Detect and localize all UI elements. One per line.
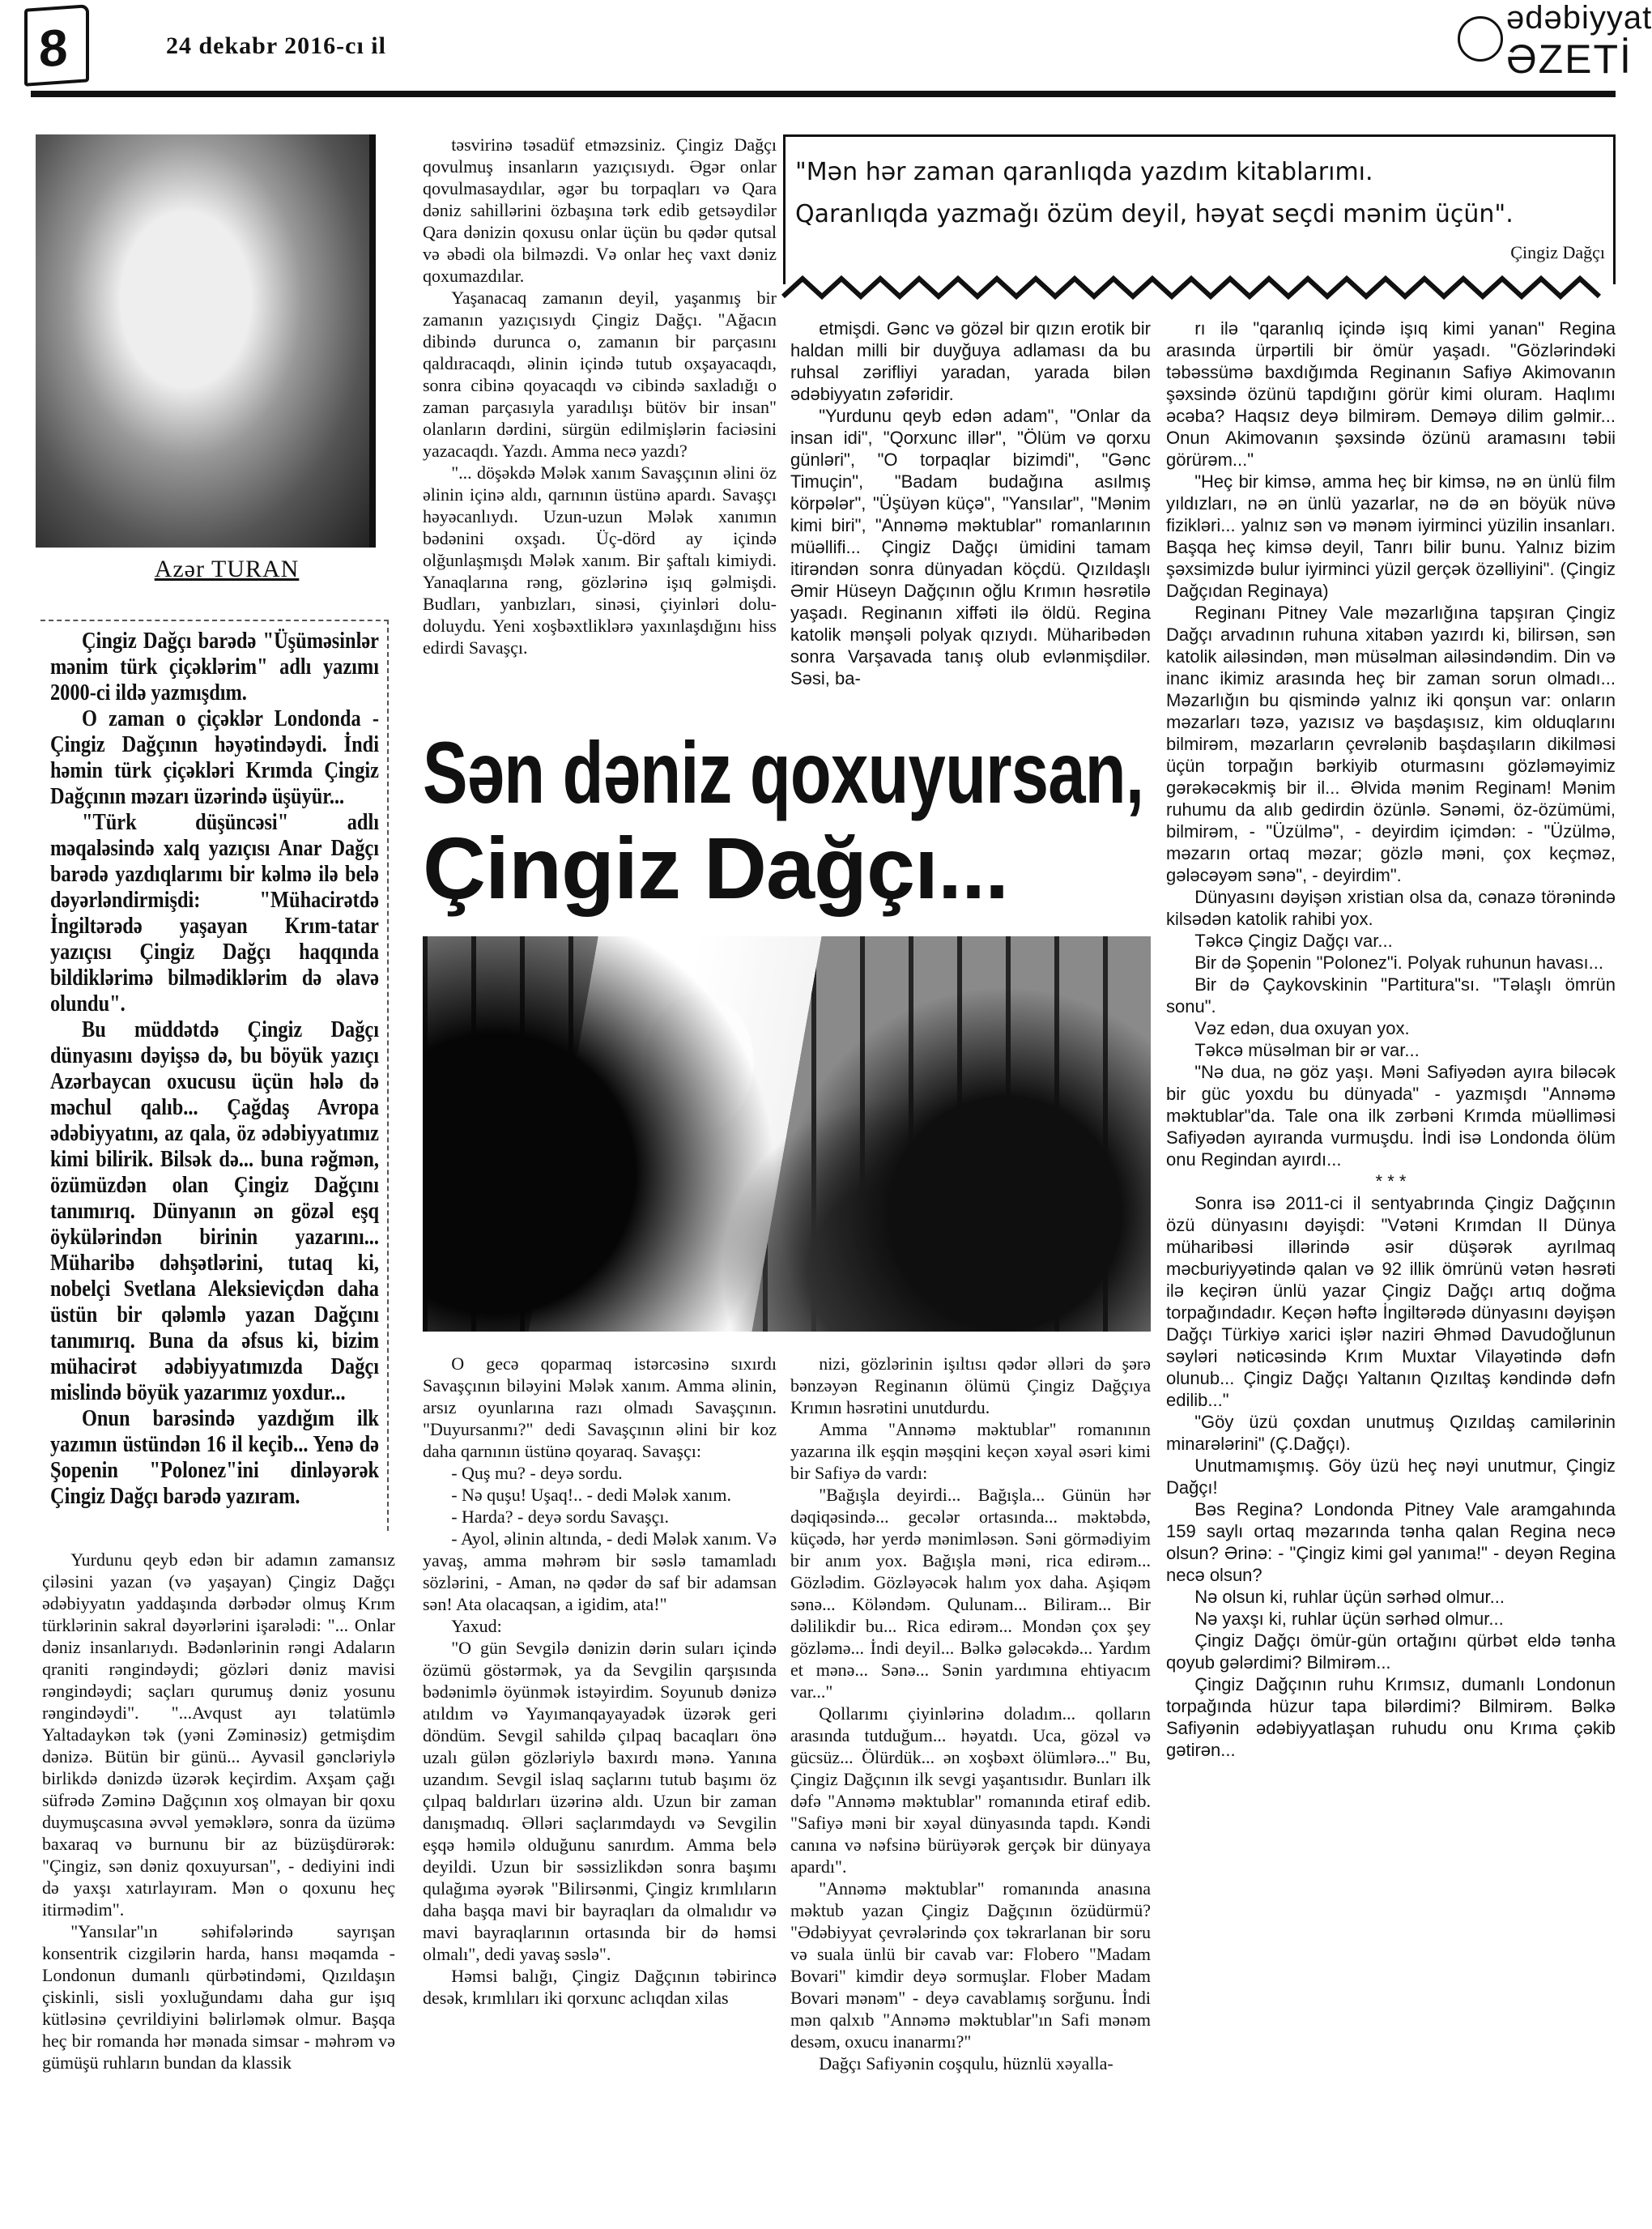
paragraph: "Göy üzü çoxdan unutmuş Qızıldaş camilərinin minarələrini" (Ç.Dağçı).: [1166, 1412, 1616, 1454]
headline-line-1: Sən dəniz qoxuyursan,: [423, 723, 1144, 821]
quote-line-2: Qaranlıqda yazmağı özüm deyil, həyat seçdi mənim üçün".: [795, 200, 1514, 228]
newspaper-logo: [1458, 0, 1652, 85]
issue-date: 24 dekabr 2016-cı il: [166, 32, 386, 59]
paragraph: O zaman o çiçəklər Londonda - Çingiz Dağçının həyətindəydi. İndi həmin türk çiçəkləri Krımda Çingiz Dağçının məzarı üzərində üşüyür...: [50, 705, 379, 809]
paragraph: Çingiz Dağçı ömür-gün ortağını qürbət eldə tənha qoyub gələrdimi? Bilmirəm...: [1166, 1630, 1616, 1673]
paragraph: rı ilə "qaranlıq içində işıq kimi yanan" Regina arasında ürpərtili bir ömür yaşadı. "Gözlərindəki təbəssümə baxdığımda Reginanın Safiyə Akimovanın şəxsində özünü tapdığını görür kimi oluram. Haqlımı əcəba? Haqsız deyə bilmirəm. Deməyə dilim gəlmir... Onun Akimovanın şəxsində özünü aramasını təbii görürəm...": [1166, 318, 1616, 470]
column-2-top: [423, 134, 777, 701]
paragraph: - Harda? - deyə sordu Savaşçı.: [451, 1507, 669, 1527]
paragraph: Onun barəsində yazdığım ilk yazımın üstündən 16 il keçib... Yenə də Şopenin "Polonez"ini dinləyərək Çingiz Dağçı barədə yazıram.: [50, 1405, 379, 1509]
quote-attribution: Çingiz Dağçı: [1510, 242, 1605, 262]
paragraph: "Annəmə məktublar" romanında anasına məktub yazan Çingiz Dağçının özüdürmü? "Ədəbiyyat çevrələrində çox təkrarlanan bir soru və suala ünlü bir cavab var: Flobero "Madam Bovari" kimdir deyə sormuşlar. Flober Madam Bovari mənəm" - deyə cavablamış sorğunu. İndi mən qalxıb "Annəmə məktublar"ın Safi mənəm desəm, oxucu inanarmı?": [790, 1878, 1151, 2052]
paragraph: Unutmamışmış. Göy üzü heç nəyi unutmur, Çingiz Dağçı!: [1166, 1455, 1616, 1498]
paragraph: "Heç bir kimsə, amma heç bir kimsə, nə ən ünlü film yıldızları, nə ən ünlü yazarlar, nə də ən böyük nüvə fizikləri... yalnız sən və mənəm iyirminci yüzilin insanları. Başqa heç kimsə deyil, Tanrı bilir bunu. Yalnız bizim şəxsimizdə bulur iyirminci yüzil gerçək özəlliyini". (Çingiz Dağçıdan Reginaya): [1166, 471, 1616, 601]
emblem-icon: [1458, 16, 1503, 62]
paragraph: "Bağışla deyirdi... Bağışla... Günün hər dəqiqəsində... gecələr ortasında... məktəbdə, küçədə, hər yerdə mənimləsən. Səni görmədiyim bir anım yox. Bağışla məni, rica edirəm... Gözlədim. Gözləyəcək halım yox daha. Aşiqəm sənə... Köləndəm. Qulunam... Biliram... Bir dəlilikdir bu... Rica edirəm... Mondən çox şey gözləmə... İndi deyil... Bəlkə gələcəkdə... Yardım et mənə... Sənə... Sənin yardımına ehtiyacım var...": [790, 1485, 1151, 1702]
paragraph: Bir də Çaykovskinin "Partitura"sı. "Təlaşlı ömrün sonu".: [1166, 974, 1616, 1016]
paragraph: Bəs Regina? Londonda Pitney Vale aramgahında 159 saylı ortaq məzarında tənha qalan Regina necə olsun? Ərinə: - "Çingiz kimi gəl yanıma!" - deyən Regina necə olsun?: [1166, 1499, 1616, 1585]
paragraph: O gecə qoparmaq istərcəsinə sıxırdı Savaşçının biləyini Mələk xanım. Amma əlinin, arsız oyunlarına razı olmadı Savaşçının. "Duyursanmı?" dedi Savaşçının əlini bir koz daha qarnının üstünə qoyaraq. Savaşçı:: [423, 1353, 777, 1461]
paragraph: Amma "Annəmə məktublar" romanının yazarına ilk eşqin məşqini keçən xəyal əsəri kimi bir Safiyə də vardı:: [790, 1419, 1151, 1483]
column-1-bottom: [42, 1549, 395, 2108]
paragraph: Təkcə Çingiz Dağçı var...: [1194, 931, 1393, 951]
column-3-bottom: [790, 1353, 1151, 2110]
paragraph: "O gün Sevgilə dənizin dərin suları içində özümü göstərmək, ya da Sevgilin qarşısında bədənimlə öyünmək istəyirdim. Soyunub dənizə atıldım və Yayımanqayayadək üzərək geri döndüm. Sevgil sahildə çılpaq bacaqları önə uzalı gülən gözləriylə baxırdı mənə. Yanına uzandım. Sevgil islaq saçlarını tutub başımı öz çılpaq baldırları üzərinə aldı. Uzun bir zaman danışmadıq. Əlləri saçlarımdaydı və Sevgilin eşqə həmilə olduğunu sanırdım. Amma belə deyildi. Uzun bir səssizlikdən sonra başımı qulağıma əyərək "Bilirsənmi, Çingiz krımlıların daha başqa mavi bir bayraqları da olmalıdır və mavi bayraqlarının ortasında bir də həmsi olmalı", dedi yavaş səslə".: [423, 1638, 777, 1964]
column-text: [423, 134, 777, 658]
logo-line-2: ƏZETİ: [1506, 36, 1633, 82]
logo-line-1: ədəbiyyat: [1506, 0, 1652, 36]
author-caption: Azər TURAN: [154, 556, 300, 582]
paragraph: nizi, gözlərinin işıltısı qədər əlləri də şərə bənzəyən Reginanın ölümü Çingiz Dağçıya Krımın həsrətini unutdurdu.: [790, 1353, 1151, 1417]
headline: [423, 725, 1152, 919]
column-3-top: [790, 318, 1151, 706]
intro-column: [40, 620, 389, 1531]
paragraph: "Nə dua, nə göz yaşı. Məni Safiyədən ayıra biləcək bir güc yoxdu bu dünyada" - yazmışdı "Annəmə məktublar"da. Tale ona ilk zərbəni Krımda müəlliməsi Safiyədən ayıranda vurmuşdu. İndi isə Londonda ölüm onu Regindan ayırdı...: [1166, 1062, 1616, 1170]
paragraph: Yaxud:: [451, 1616, 502, 1636]
column-text: [1166, 318, 1616, 1761]
quote-line-1: "Mən hər zaman qaranlıqda yazdım kitablarımı.: [795, 158, 1373, 186]
paragraph: Sonra isə 2011-ci il sentyabrında Çingiz Dağçının özü dünyasını dəyişdi: "Vətəni Krımdan II Dünya müharibəsi illərində əsir düşərək ayrılmaq məcburiyyətində qalan və 92 illik ömrünü vətən həsrəti ilə keçirən ünlü yazar Çingiz Dağçı artıq doğma torpağındadır. Keçən həftə İngiltərədə dünyasını dəyişən Dağçı Türkiyə xarici işlər naziri Əhməd Davudoğlunun səyləri nəticəsində Krım Muxtar Vilayətində dəfn olunub... Çingiz Dağçı Yaltanın Qızıltaş kəndində dəfn edilib...": [1166, 1193, 1616, 1410]
article-photo: [423, 936, 1151, 1332]
paragraph: - Ayol, əlinin altında, - dedi Mələk xanım. Və yavaş, amma məhrəm bir səslə tamamladı sözlərini, - Aman, nə qədər də saf bir adamsan sən! Ata olacaqsan, a igidim, ata!": [423, 1528, 777, 1614]
paragraph: Vəz edən, dua oxuyan yox.: [1194, 1018, 1410, 1038]
quote-box: [783, 134, 1616, 284]
header-rule: [31, 91, 1616, 97]
paragraph: Çingiz Dağçı barədə "Üşüməsinlər mənim türk çiçəklərim" adlı yazımı 2000-ci ildə yazmışdım.: [50, 628, 379, 705]
paragraph: Təkcə müsəlman bir ər var...: [1194, 1040, 1420, 1060]
column-text: [790, 1353, 1151, 2074]
paragraph: Həmsi balığı, Çingiz Dağçının təbirincə desək, krımlıları iki qorxunc aclıqdan xilas: [423, 1966, 777, 2008]
page-number: 8: [39, 18, 68, 79]
paragraph: - Nə quşu! Uşaq!.. - dedi Mələk xanım.: [451, 1485, 731, 1505]
paragraph: Yaşanacaq zamanın deyil, yaşanmış bir zamanın yazıçısıydı Çingiz Dağçı. "Ağacın dibində durunca o, zamanın bir parçasını qaldıracaqdı, əlinin içində tutub oxşayacaqdı, sonra cibinə qoyacaqdı və cibində saxladığı o zaman parçasıyla yaradılışı bütöv bir insan" olanların dərdini, sürgün edilmişlərin faciəsini yazacaqdı. Yazdı. Amma necə yazdı?: [423, 288, 777, 461]
column-text: [423, 1353, 777, 2009]
headline-line-2: Çingiz Dağçı...: [423, 819, 1009, 917]
paragraph: "... döşəkdə Mələk xanım Savaşçının əlini öz əlinin içinə aldı, qarnının üstünə apardı. Savaşçı həyəcanlıydı. Uzun-uzun Mələk xanımın bədənini oxşadı. Üç-dörd ay içində olğunlaşmışdı Mələk xanım. Bir şaftalı kimiydi. Yanaqlarına rəng, gözlərinə işıq gəlmişdi. Budları, yanbızları, sinəsi, çiyinləri dolu-doluydu. Yeni xoşbəxtliklərə yaxınlaşdığını hiss edirdi Savaşçı.: [423, 462, 777, 658]
paragraph: Reginanı Pitney Vale məzarlığına tapşıran Çingiz Dağçı arvadının ruhuna xitabən yazırdı ki, bilirsən, sən katolik ailəsindən, mən müsəlman ailəsindəndim. Din və inanc ikimiz arasında heç bir zaman sorun olmadı... Məzarlığın bu qismində yalnız iki qonşun var: onların məzarları təzə, yazısız və başdaşısız, kim olduqlarını bilmirəm, məzarların çevrələnib başdaşıların dikilməsi üçün torpağın bərkiyib oturmasını gözləməyimiz gərəkəcəkmiş bir il... Əlvida mənim Reginam! Mənim ruhumu da alıb gedirdin özünlə. Sənəmi, öz-özümümi, bilmirəm, - "Üzülmə", - deyirdim içimdən: - "Üzülmə, məzarın ortaq məzar; gözlə məni, çox keçməz, gələcəyəm sənə", - deyirdim".: [1166, 603, 1616, 885]
paragraph: Çingiz Dağçının ruhu Krımsız, dumanlı Londonun torpağında hüzur tapa bilərdimi? Bilmirəm. Bəlkə Safiyənin ədəbiyyatlaşan ruhudu onu Krıma çəkib gətirən...: [1166, 1674, 1616, 1760]
paragraph: "Türk düşüncəsi" adlı məqaləsində xalq yazıçısı Anar Dağçı barədə yazdıqlarımı bir kəlmə ilə belə dəyərləndirmişdi: "Mühacirətdə İngiltərədə yaşayan Krım-tatar yazıçısı Çingiz Dağçı haqqında bildiklərimə bilmədiklərim də əlavə olundu".: [50, 809, 379, 1016]
paragraph: Dünyasını dəyişən xristian olsa da, cənazə törənində kilsədən katolik rahibi yox.: [1166, 887, 1616, 929]
page-number-book-icon: [24, 4, 89, 87]
paragraph: Nə yaxşı ki, ruhlar üçün sərhəd olmur...: [1194, 1609, 1504, 1629]
paragraph: etmişdi. Gənc və gözəl bir qızın erotik bir haldan milli bir duyğuya adlaması da bu ruhsal zərifliyi yaradan, yarada bilən ədəbiyyatın zəfəridir.: [790, 318, 1151, 404]
paragraph: * * *: [1375, 1171, 1407, 1191]
column-text: [790, 318, 1151, 689]
paragraph: Yurdunu qeyb edən bir adamın zamansız çiləsini yazan (və yaşayan) Çingiz Dağçı ədəbiyyatın yaddaşında dərbədər olmuş Krım türklərinin sakral dəyərlərini işarələdi: "... Onlar dəniz insanlarıydı. Bədənlərinin rəngi Adaların qraniti rəngindəydi; gözləri dəniz mavisi rəngindəydi; saçları qurumuş dəniz yosunu rəngindəydi". "...Avqust ayı təlatümlə Yaltadaykən tək (yəni Zəminəsiz) getmişdim dənizə. Bütün bir günü... Ayvasil gəncləriylə birlikdə dənizdə üzərək keçirdim. Axşam çağı süfrədə Zəminə Dağçının xoş olmayan bir qoxu duymuşcasına əvvəl yeməklərə, sonra da üzümə baxaraq və burnunu bir az büzüşdürərək: "Çingiz, sən dəniz qoxuyursan", - dediyini indi də yaxşı xatırlayıram. Mən o qoxunu heç itirmədim".: [42, 1549, 395, 1920]
paragraph: Bu müddətdə Çingiz Dağçı dünyasını dəyişsə də, bu böyük yazıçı Azərbaycan oxucusu üçün hələ də məchul qalıb... Çağdaş Avropa ədəbiyyatını, az qala, öz ədəbiyyatımız kimi bilirik. Bilsək də... buna rəğmən, özümüzdən olan Çingiz Dağçını tanımırıq. Dünyanın ən gözəl eşq öykülərindən birinin yazarını... Müharibə dəhşətlərini, tutaq ki, nobelçi Svetlana Aleksieviçdən daha üstün bir qələmlə yazan Dağçını tanımırıq. Buna da əfsus ki, bizim mühacirət ədəbiyyatımızda Dağçı mislində böyük yazarımız yoxdur...: [50, 1016, 379, 1405]
column-text: [50, 628, 379, 1509]
paragraph: Dağçı Safiyənin coşqulu, hüznlü xəyalla-: [819, 2053, 1113, 2073]
paragraph: təsvirinə təsadüf etməzsiniz. Çingiz Dağçı qovulmuş insanların yazıçısıydı. Əgər onlar qovulmasaydılar, əgər bu torpaqları və Qara dəniz sahillərini özbaşına tərk edib getsəydilər Qara dənizin qoxusu onlar üçün bu qədər qutsal və əbədi ola bilməzdi. Və onlar heç vaxt dəniz qoxumazdılar.: [423, 134, 777, 286]
paragraph: "Yurdunu qeyb edən adam", "Onlar da insan idi", "Qorxunc illər", "Ölüm və qorxu günləri", "O torpaqlar bizimdi", "Gənc Timuçin", "Badam budağına asılmış körpələr", "Üşüyən küçə", "Yansılar", "Mənim kimi biri", "Annəmə məktublar" romanlarının müəllifi... Çingiz Dağçı ümidini tamam itirəndən sonra dünyadan köçdü. Qızıldaşlı Əmir Hüseyn Dağçının oğlu Krımın həsrətilə yaşadı. Reginanın xiffəti ilə öldü. Regina katolik mənşəli polyak qızıydı. Müharibədən sonra Varşavada tanış olub evlənmişdilər. Səsi, ba-: [790, 406, 1151, 688]
paragraph: Bir də Şopenin "Polonez"i. Polyak ruhunun havası...: [1194, 953, 1604, 973]
column-text: [42, 1549, 395, 2073]
author-portrait: [36, 134, 376, 548]
zigzag-divider: [783, 275, 1616, 300]
paragraph: - Quş mu? - deyə sordu.: [451, 1463, 623, 1483]
paragraph: "Yansılar"ın səhifələrində sayrışan konsentrik cizgilərin harda, hansı məqamda - Londonun dumanlı qürbətindəmi, Qızıldaşın çiskinli, sisli yoxluğundamı daha gur işıq kütləsinə çevrildiyini bəlirləmək olmur. Başqa heç bir romanda hər mənada simsar - məhrəm və gümüşü ruhların bundan da klassik: [42, 1921, 395, 2073]
column-4: [1166, 318, 1616, 2112]
paragraph: Nə olsun ki, ruhlar üçün sərhəd olmur...: [1194, 1587, 1505, 1607]
column-2-bottom: [423, 1353, 777, 2110]
paragraph: Qollarımı çiyinlərinə doladım... qolların arasında tutduğum... həyatdı. Uca, gözəl və gücsüz... Ölürdük... ən xoşbəxt ölümlərə..." Bu, Çingiz Dağçının ilk sevgi yaşantısıdır. Bunları ilk dəfə "Annəmə məktublar" romanında etiraf edib. "Safiyə məni bir xəyal dünyasında tapdı. Kəndi canına və nəfsinə bürüyərək gerçək bir dünyaya apardı".: [790, 1703, 1151, 1877]
